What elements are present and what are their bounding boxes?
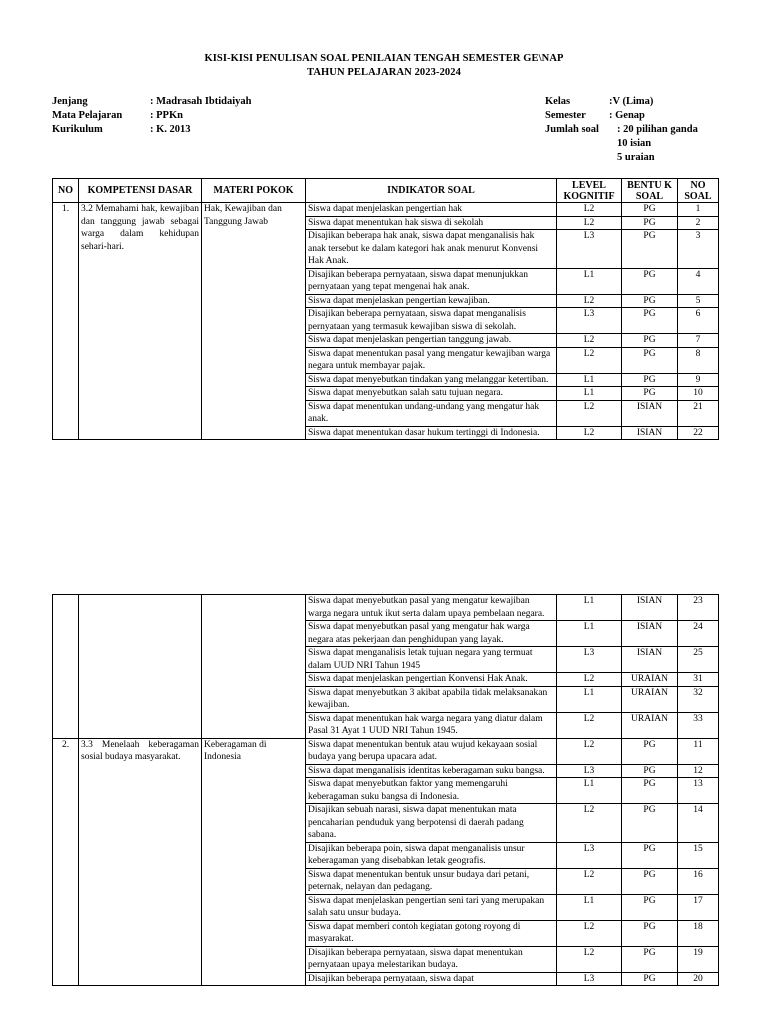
- kompetensi-dasar: [79, 595, 202, 739]
- row-no: 2.: [53, 738, 79, 986]
- no-soal: 24: [678, 621, 719, 647]
- table-row: [53, 595, 719, 621]
- bentuk-soal: PG: [622, 203, 678, 217]
- indikator-soal: Disajikan beberapa poin, siswa dapat menganalisis unsur keberagaman yang disebabkan letak geografis.: [306, 842, 557, 868]
- no-soal: 6: [678, 308, 719, 334]
- indikator-soal: Siswa dapat menentukan pasal yang mengatur kewajiban warga negara untuk membayar pajak.: [306, 347, 557, 373]
- bentuk-soal: PG: [622, 778, 678, 804]
- bentuk-soal: URAIAN: [622, 712, 678, 738]
- indikator-soal: Siswa dapat memberi contoh kegiatan gotong royong di masyarakat.: [306, 920, 557, 946]
- indikator-soal: Siswa dapat menyebutkan salah satu tujuan negara.: [306, 387, 557, 401]
- no-soal: 23: [678, 595, 719, 621]
- no-soal: 8: [678, 347, 719, 373]
- bentuk-soal: PG: [622, 842, 678, 868]
- indikator-soal: Disajikan beberapa hak anak, siswa dapat menganalisis hak anak tersebut ke dalam kategori hak anak menurut Konvensi Hak Anak.: [306, 230, 557, 269]
- bentuk-soal: PG: [622, 268, 678, 294]
- indikator-soal: Siswa dapat menganalisis letak tujuan negara yang termuat dalam UUD NRI Tahun 1945: [306, 647, 557, 673]
- bentuk-soal: PG: [622, 920, 678, 946]
- meta-label: Kelas: [545, 96, 571, 107]
- col-header-materi: MATERI POKOK: [202, 179, 306, 203]
- meta-value: 10 isian: [617, 138, 652, 149]
- bentuk-soal: URAIAN: [622, 673, 678, 687]
- level-kognitif: L1: [557, 595, 622, 621]
- bentuk-soal: PG: [622, 387, 678, 401]
- meta-value: : K. 2013: [150, 124, 191, 135]
- level-kognitif: L2: [557, 920, 622, 946]
- level-kognitif: L1: [557, 778, 622, 804]
- row-no: 1.: [53, 203, 79, 440]
- level-kognitif: L1: [557, 373, 622, 387]
- level-kognitif: L2: [557, 946, 622, 972]
- meta-label: Jenjang: [52, 96, 88, 107]
- indikator-soal: Siswa dapat menentukan bentuk unsur budaya dari petani, peternak, nelayan dan pedagang.: [306, 868, 557, 894]
- bentuk-soal: PG: [622, 308, 678, 334]
- indikator-soal: Disajikan beberapa pernyataan, siswa dapat menentukan pernyataan upaya melestarikan budaya.: [306, 946, 557, 972]
- no-soal: 2: [678, 216, 719, 230]
- no-soal: 31: [678, 673, 719, 687]
- bentuk-soal: ISIAN: [622, 621, 678, 647]
- bentuk-soal: PG: [622, 804, 678, 843]
- no-soal: 4: [678, 268, 719, 294]
- level-kognitif: L2: [557, 868, 622, 894]
- col-header-kd: KOMPETENSI DASAR: [79, 179, 202, 203]
- materi-pokok: [202, 595, 306, 739]
- indikator-soal: Siswa dapat menjelaskan pengertian Konvensi Hak Anak.: [306, 673, 557, 687]
- indikator-soal: Siswa dapat menjelaskan pengertian hak: [306, 203, 557, 217]
- meta-value: : 20 pilihan ganda: [617, 124, 698, 135]
- meta-value: :V (Lima): [609, 96, 654, 107]
- bentuk-soal: PG: [622, 230, 678, 269]
- col-header-level: LEVEL KOGNITIF: [557, 179, 622, 203]
- col-header-indikator: INDIKATOR SOAL: [306, 179, 557, 203]
- bentuk-soal: PG: [622, 347, 678, 373]
- indikator-soal: Disajikan beberapa pernyataan, siswa dapat menganalisis pernyataan yang termasuk kewajiban siswa di sekolah.: [306, 308, 557, 334]
- level-kognitif: L2: [557, 203, 622, 217]
- meta-label: [545, 137, 617, 151]
- kompetensi-dasar: 3.3 Menelaah keberagaman sosial budaya masyarakat.: [79, 738, 202, 986]
- bentuk-soal: PG: [622, 946, 678, 972]
- col-header-bentuk: BENTU K SOAL: [622, 179, 678, 203]
- bentuk-soal: ISIAN: [622, 426, 678, 440]
- meta-value: : PPKn: [150, 110, 183, 121]
- level-kognitif: L1: [557, 387, 622, 401]
- indikator-soal: Siswa dapat menentukan dasar hukum tertinggi di Indonesia.: [306, 426, 557, 440]
- no-soal: 16: [678, 868, 719, 894]
- level-kognitif: L1: [557, 621, 622, 647]
- indikator-soal: Siswa dapat menyebutkan tindakan yang melanggar ketertiban.: [306, 373, 557, 387]
- level-kognitif: L3: [557, 842, 622, 868]
- level-kognitif: L1: [557, 894, 622, 920]
- level-kognitif: L2: [557, 712, 622, 738]
- level-kognitif: L3: [557, 972, 622, 986]
- indikator-soal: Siswa dapat menyebutkan pasal yang mengatur kewajiban warga negara untuk ikut serta dalam upaya pembelaan negara.: [306, 595, 557, 621]
- bentuk-soal: PG: [622, 334, 678, 348]
- meta-label: Jumlah soal: [545, 124, 599, 135]
- no-soal: 15: [678, 842, 719, 868]
- bentuk-soal: PG: [622, 738, 678, 764]
- no-soal: 33: [678, 712, 719, 738]
- level-kognitif: L3: [557, 230, 622, 269]
- spec-table-page2: [52, 594, 719, 986]
- bentuk-soal: ISIAN: [622, 400, 678, 426]
- meta-value: : Genap: [609, 110, 645, 121]
- bentuk-soal: PG: [622, 294, 678, 308]
- no-soal: 17: [678, 894, 719, 920]
- indikator-soal: Disajikan sebuah narasi, siswa dapat menentukan mata pencaharian penduduk yang berpotensi di daerah padang sabana.: [306, 804, 557, 843]
- kompetensi-dasar: 3.2 Memahami hak, kewajiban dan tanggung jawab sebagai warga dalam kehidupan sehari-hari.: [79, 203, 202, 440]
- indikator-soal: Disajikan beberapa pernyataan, siswa dapat menunjukkan pernyataan yang tepat mengenai hak anak.: [306, 268, 557, 294]
- bentuk-soal: ISIAN: [622, 595, 678, 621]
- no-soal: 12: [678, 764, 719, 778]
- materi-pokok: Hak, Kewajiban dan Tanggung Jawab: [202, 203, 306, 440]
- no-soal: 25: [678, 647, 719, 673]
- indikator-soal: Siswa dapat menyebutkan faktor yang memengaruhi keberagaman suku bangsa di Indonesia.: [306, 778, 557, 804]
- level-kognitif: L2: [557, 334, 622, 348]
- meta-right: [545, 95, 698, 165]
- meta-left: [52, 95, 252, 137]
- no-soal: 21: [678, 400, 719, 426]
- indikator-soal: Siswa dapat menyebutkan pasal yang mengatur hak warga negara atas pekerjaan dan penghidupan yang layak.: [306, 621, 557, 647]
- no-soal: 5: [678, 294, 719, 308]
- bentuk-soal: PG: [622, 972, 678, 986]
- no-soal: 9: [678, 373, 719, 387]
- meta-label: Mata Pelajaran: [52, 110, 123, 121]
- no-soal: 32: [678, 686, 719, 712]
- meta-label: Kurikulum: [52, 124, 103, 135]
- indikator-soal: Siswa dapat menyebutkan 3 akibat apabila tidak melaksanakan kewajiban.: [306, 686, 557, 712]
- bentuk-soal: PG: [622, 764, 678, 778]
- indikator-soal: Siswa dapat menganalisis identitas keberagaman suku bangsa.: [306, 764, 557, 778]
- no-soal: 10: [678, 387, 719, 401]
- bentuk-soal: PG: [622, 894, 678, 920]
- no-soal: 20: [678, 972, 719, 986]
- bentuk-soal: PG: [622, 216, 678, 230]
- col-header-nosoal: NO SOAL: [678, 179, 719, 203]
- indikator-soal: Siswa dapat menentukan hak warga negara yang diatur dalam Pasal 31 Ayat 1 UUD NRI Tahun 1945.: [306, 712, 557, 738]
- no-soal: 19: [678, 946, 719, 972]
- no-soal: 13: [678, 778, 719, 804]
- level-kognitif: L2: [557, 400, 622, 426]
- level-kognitif: L3: [557, 647, 622, 673]
- table-row: [53, 203, 719, 217]
- no-soal: 22: [678, 426, 719, 440]
- materi-pokok: Keberagaman di Indonesia: [202, 738, 306, 986]
- no-soal: 1: [678, 203, 719, 217]
- indikator-soal: Siswa dapat menentukan bentuk atau wujud kekayaan sosial budaya yang berupa upacara adat.: [306, 738, 557, 764]
- no-soal: 11: [678, 738, 719, 764]
- meta-label: [545, 151, 617, 165]
- row-no: [53, 595, 79, 739]
- level-kognitif: L2: [557, 426, 622, 440]
- level-kognitif: L2: [557, 804, 622, 843]
- meta-label: Semester: [545, 110, 586, 121]
- indikator-soal: Siswa dapat menjelaskan pengertian seni tari yang merupakan salah satu unsur budaya.: [306, 894, 557, 920]
- level-kognitif: L2: [557, 673, 622, 687]
- bentuk-soal: PG: [622, 373, 678, 387]
- bentuk-soal: PG: [622, 868, 678, 894]
- col-header-no: NO: [53, 179, 79, 203]
- level-kognitif: L1: [557, 268, 622, 294]
- bentuk-soal: URAIAN: [622, 686, 678, 712]
- no-soal: 3: [678, 230, 719, 269]
- table-row: [53, 738, 719, 764]
- no-soal: 7: [678, 334, 719, 348]
- indikator-soal: Siswa dapat menjelaskan pengertian kewajiban.: [306, 294, 557, 308]
- page2-region: [0, 594, 768, 1024]
- level-kognitif: L2: [557, 347, 622, 373]
- document-title: KISI-KISI PENULISAN SOAL PENILAIAN TENGAH SEMESTER GE\NAP: [204, 53, 564, 64]
- indikator-soal: Siswa dapat menentukan hak siswa di sekolah: [306, 216, 557, 230]
- spec-table-page1: [52, 178, 719, 440]
- level-kognitif: L2: [557, 216, 622, 230]
- indikator-soal: Siswa dapat menentukan undang-undang yang mengatur hak anak.: [306, 400, 557, 426]
- no-soal: 14: [678, 804, 719, 843]
- indikator-soal: Disajikan beberapa pernyataan, siswa dapat: [306, 972, 557, 986]
- meta-value: : Madrasah Ibtidaiyah: [150, 96, 252, 107]
- bentuk-soal: ISIAN: [622, 647, 678, 673]
- level-kognitif: L2: [557, 294, 622, 308]
- level-kognitif: L2: [557, 738, 622, 764]
- level-kognitif: L3: [557, 764, 622, 778]
- meta-value: 5 uraian: [617, 152, 655, 163]
- indikator-soal: Siswa dapat menjelaskan pengertian tanggung jawab.: [306, 334, 557, 348]
- level-kognitif: L1: [557, 686, 622, 712]
- no-soal: 18: [678, 920, 719, 946]
- level-kognitif: L3: [557, 308, 622, 334]
- document-subtitle: TAHUN PELAJARAN 2023-2024: [307, 67, 461, 78]
